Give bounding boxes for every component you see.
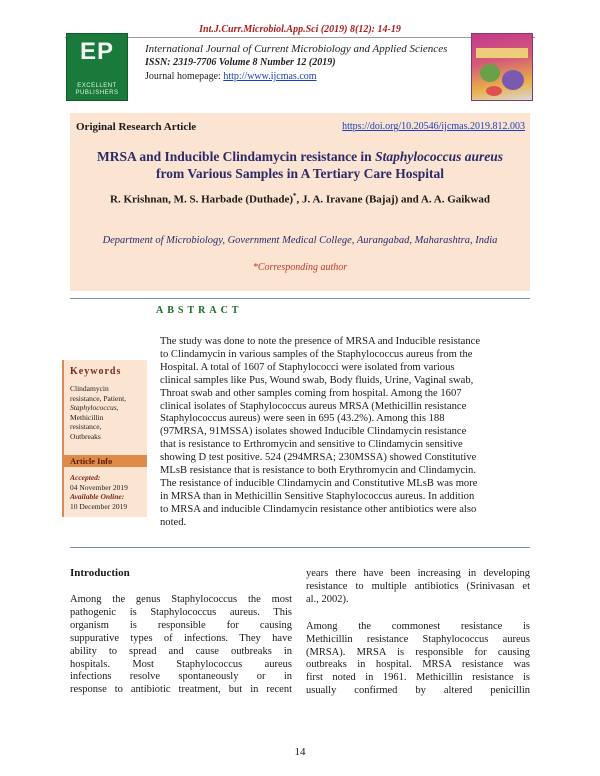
- logo-letters: EP: [79, 38, 114, 65]
- abstract-line: MLsB resistance that is resistance to both Erythromycin and Clindamycin.: [160, 465, 476, 477]
- cover-graphic: [486, 86, 502, 96]
- intro-line: infections resolve spontaneously or in: [70, 671, 292, 683]
- keyword: Methicillin: [70, 412, 104, 422]
- accepted-label: Accepted:: [70, 473, 101, 482]
- intro-line: years there have been increasing in developing: [306, 568, 530, 579]
- keywords-list: [70, 384, 146, 441]
- intro-paragraph-2: [306, 568, 530, 607]
- abstract-line: Throat swab and other samples coming from hospital. Among the 1607: [160, 387, 462, 399]
- issn-line: ISSN: 2319-7706 Volume 8 Number 12 (2019): [145, 57, 336, 68]
- title-text: MRSA and Inducible Clindamycin resistance in: [97, 149, 376, 164]
- journal-name: International Journal of Current Microbiology and Applied Sciences: [145, 43, 448, 55]
- accepted-date: 04 November 2019: [70, 482, 128, 492]
- introduction-heading: Introduction: [70, 567, 130, 579]
- abstract-line: The study was done to note the presence of MRSA and Inducible resistance: [160, 336, 481, 347]
- intro-line: usually confirmed by altered penicillin: [306, 685, 530, 697]
- available-date: 10 December 2019: [70, 501, 128, 511]
- journal-cover-image: [471, 33, 533, 101]
- intro-paragraph-1: [70, 594, 292, 697]
- intro-line: pathogenic is Staphylococcus aureus. This: [70, 606, 292, 618]
- intro-line: suppurative types of infections. They have: [70, 632, 292, 644]
- doi-link[interactable]: https://doi.org/10.20546/ijcmas.2019.812.003: [342, 121, 525, 132]
- available-label: Available Online:: [70, 492, 125, 501]
- keyword: resistance, Patient,: [70, 393, 127, 403]
- journal-homepage: [145, 71, 317, 82]
- keywords-heading: Keywords: [70, 366, 122, 377]
- abstract-line: showing D test positive. 524 (294MRSA; 230MSSA) showed Constitutive: [160, 452, 477, 464]
- authors-rest: , J. A. Iravane (Bajaj) and A. A. Gaikwad: [296, 193, 490, 206]
- cover-graphic: [480, 64, 500, 82]
- publisher-logo: [66, 33, 128, 101]
- abstract-line: clinical isolates of Staphylococcus aureus MRSA (Methicillin resistance: [160, 400, 467, 412]
- title-line-1: [70, 148, 530, 165]
- intro-line: Among the genus Staphylococcus the most: [70, 594, 292, 605]
- homepage-link[interactable]: http://www.ijcmas.com: [223, 71, 317, 82]
- intro-line: (MRSA). MRSA is responsible for causing: [306, 646, 530, 658]
- intro-line: response to antibiotic treatment, but in recent: [70, 684, 292, 696]
- article-sidebar: [62, 360, 147, 517]
- affiliation: Department of Microbiology, Government Medical College, Aurangabad, Maharashtra, India: [102, 235, 498, 246]
- intro-line: Methicillin resistance Staphylococcus aureus: [306, 633, 530, 645]
- abstract-line: Staphylococcus aureus) were seen in 695 (43.2%). Among this 188: [160, 413, 445, 425]
- abstract-line: that is resistance to Erthromycin and sensitive to Clindamycin sensitive: [160, 439, 463, 451]
- abstract-bottom-divider: [70, 547, 530, 548]
- intro-paragraph-3: [306, 621, 530, 698]
- abstract-line: The resistance of inducible Clindamycin and Constitutive MLsB was more: [160, 477, 478, 489]
- intro-line: al., 2002).: [306, 593, 349, 605]
- intro-line: resistance to multiple antibiotics (Srinivasan et: [306, 580, 530, 592]
- article-title: [70, 148, 530, 182]
- intro-line: hospitals. Most Staphylococcus aureus: [70, 658, 292, 670]
- logo-caption: EXCELLENT PUBLISHERS: [75, 83, 119, 96]
- keyword: resistance,: [70, 422, 102, 431]
- abstract-body: [160, 336, 519, 530]
- abstract-top-divider: [70, 298, 530, 299]
- cover-graphic: [502, 70, 524, 90]
- intro-line: Among the commonest resistance is: [306, 620, 530, 632]
- author-list: [70, 192, 530, 206]
- abstract-heading: ABSTRACT: [156, 305, 243, 316]
- keyword: Clindamycin: [70, 384, 109, 393]
- article-info-dates: [70, 473, 146, 511]
- abstract-line: Hospital. A total of 1607 of Staphylococci were isolated from various: [160, 361, 455, 373]
- intro-line: organism is responsible for causing: [70, 619, 292, 631]
- corresponding-mark: *: [293, 192, 297, 200]
- keyword: Staphylococcus,: [70, 403, 119, 412]
- abstract-line: to Clindamycin in various samples of the Staphylococcus aureus from the: [160, 348, 473, 360]
- abstract-line: clinical samples like Pus, Wound swab, Body fluids, Urine, Vaginal swab,: [160, 374, 474, 386]
- journal-reference: Int.J.Curr.Microbiol.App.Sci (2019) 8(12): 14-19: [199, 24, 401, 35]
- intro-column-left: [70, 567, 292, 697]
- header-divider: [65, 37, 535, 38]
- abstract-line: to MRSA and inducible Clindamycin resistance other antibiotics were also: [160, 503, 477, 515]
- title-organism: Staphylococcus aureus: [375, 149, 503, 164]
- page-number: 14: [294, 746, 306, 758]
- keyword: Outbreaks: [70, 431, 101, 441]
- abstract-line: (97MRSA, 91MSSA) isolates showed Inducible Clindamycin resistance: [160, 426, 467, 438]
- corresponding-author: *Corresponding author: [252, 262, 348, 273]
- paragraph-gap: [306, 607, 530, 621]
- title-line-2: from Various Samples in A Tertiary Care Hospital: [156, 166, 444, 181]
- homepage-label: Journal homepage:: [145, 71, 224, 82]
- intro-line: outbreaks in hospital. MRSA resistance was: [306, 659, 530, 671]
- abstract-line: in MRSA than in Methicillin Sensitive Staphylococcus aureus. In addition: [160, 490, 475, 502]
- abstract-line: noted.: [160, 516, 187, 528]
- article-type: Original Research Article: [76, 121, 197, 133]
- article-info-heading: Article Info: [70, 456, 113, 466]
- authors-first: R. Krishnan, M. S. Harbade (Duthade): [110, 193, 294, 206]
- cover-band: [476, 48, 528, 58]
- intro-line: first noted in 1961. Methicillin resistance is: [306, 672, 530, 684]
- intro-column-right: [306, 568, 530, 698]
- intro-line: ability to spread and cause outbreaks in: [70, 645, 292, 657]
